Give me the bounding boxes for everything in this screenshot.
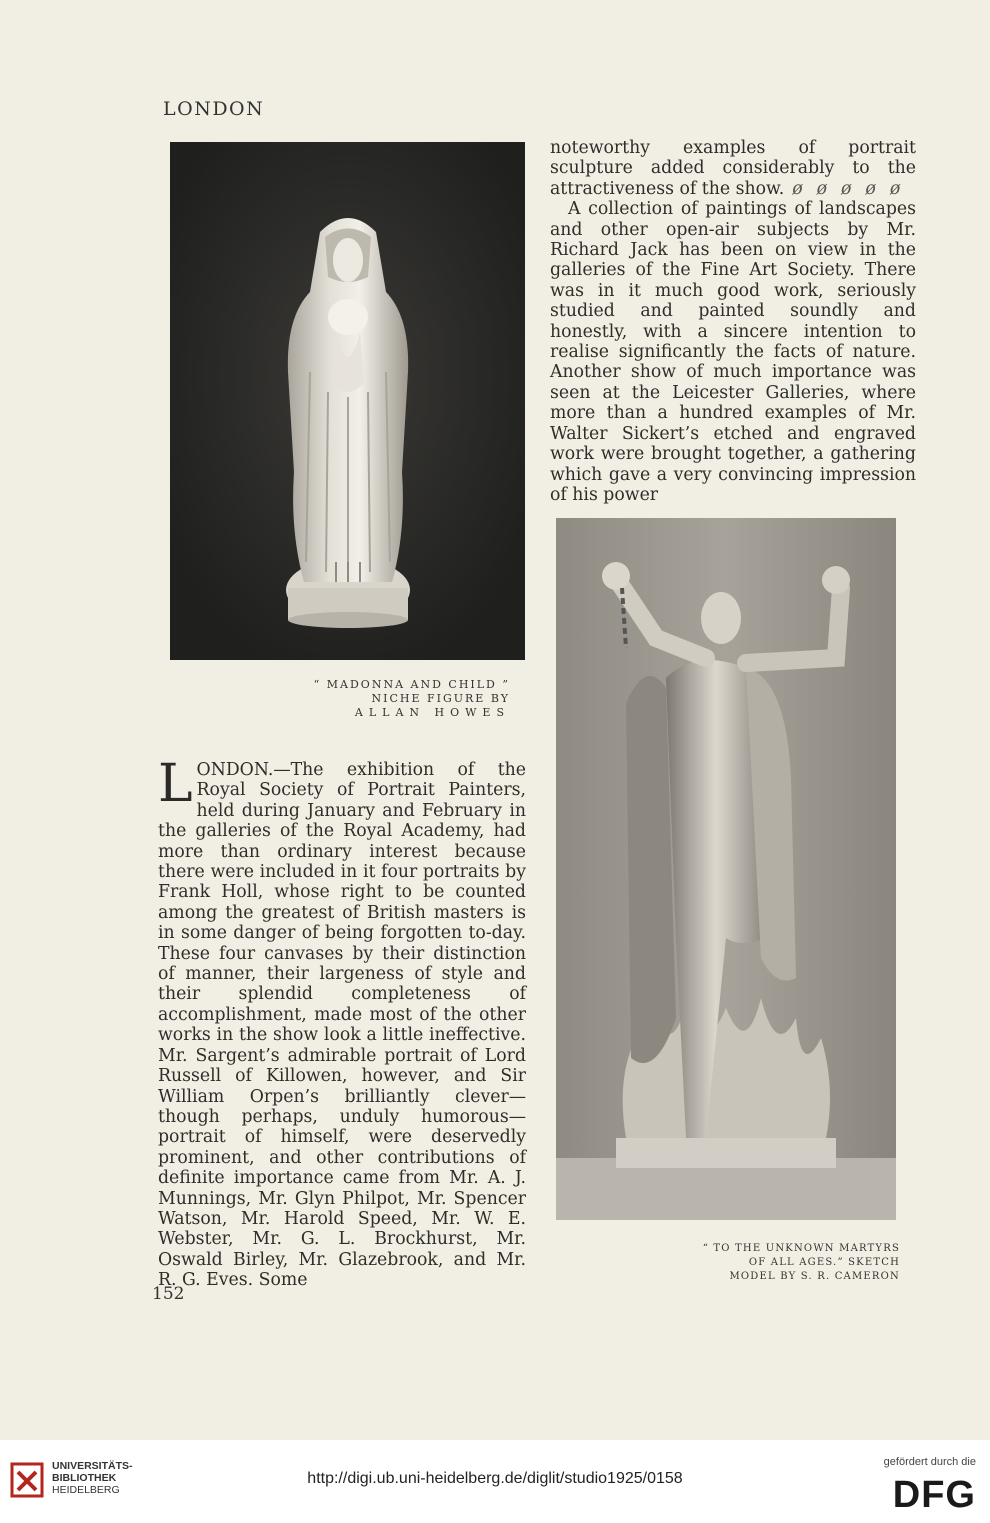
caption-line: ALLAN HOWES — [354, 706, 510, 719]
funded-by-label: gefördert durch die — [883, 1456, 976, 1468]
paragraph-text: ONDON.—The exhibition of the Royal Society of Portrait Painters, held during January and February in the galleries of the Royal Academy, had more than ordinary interest because there were included in it four portraits by Frank Holl, whose right to be counted among the greatest of British masters is in some danger of being forgotten to-day. These four canvases by their distinction of manner, their largeness of style and their splendid completeness of accomplishment, made most of the other works in the show look a little ineffective. Mr. Sargent’s admirable portrait of Lord Russell of Killowen, however, and Sir William Orpen’s brilliantly clever—though perhaps, unduly humorous—portrait of himself, were deservedly prominent, and other contributions of definite importance came from Mr. A. J. Munnings, Mr. Glyn Philpot, Mr. Spencer Watson, Mr. Harold Speed, Mr. W. E. Webster, Mr. G. L. Brockhurst, Mr. Oswald Birley, Mr. Glazebrook, and Mr. R. G. Eves. Some — [158, 760, 526, 1291]
paragraph — [158, 754, 526, 1291]
madonna-sculpture-photo — [170, 142, 525, 660]
caption-line: MODEL BY S. R. CAMERON — [729, 1271, 900, 1282]
caption-line: “ MADONNA AND CHILD ” — [313, 678, 510, 691]
madonna-sculpture-illustration — [170, 142, 525, 660]
martyrs-sculpture-illustration — [556, 518, 896, 1220]
left-column-text — [158, 754, 526, 1291]
library-name-line: BIBLIOTHEK — [52, 1472, 117, 1484]
paragraph: A collection of paintings of landscapes and other open-air subjects by Mr. Richard Jack has been on view in the galleries of the Fine Art Society. There was in it much good work, seriously studied and painted soundly and honestly, with a sincere intention to realise significantly the facts of nature. Another show of much importance was seen at the Leicester Galleries, where more than a hundred examples of Mr. Walter Sickert’s etched and engraved work were brought together, a gathering which gave a very convincing impression of his power — [550, 199, 916, 505]
caption-line: OF ALL AGES.” SKETCH — [748, 1257, 900, 1268]
paragraph-text: noteworthy examples of portrait sculpture added considerably to the attractiveness of the show. — [550, 138, 916, 199]
library-name-line: HEIDELBERG — [52, 1484, 120, 1496]
running-head: LONDON — [163, 98, 265, 120]
right-column-text — [550, 138, 916, 505]
martyrs-caption — [660, 1242, 900, 1284]
caption-line: NICHE FIGURE BY — [371, 692, 510, 705]
page-number: 152 — [152, 1284, 185, 1304]
paragraph — [550, 138, 916, 199]
madonna-caption — [300, 678, 510, 720]
ornament-icon: øøøøø — [792, 178, 915, 199]
drop-cap: L — [158, 754, 193, 814]
martyrs-sculpture-photo — [556, 518, 896, 1220]
caption-line: “ TO THE UNKNOWN MARTYRS — [702, 1243, 900, 1254]
permalink[interactable]: http://digi.ub.uni-heidelberg.de/diglit/studio1925/0158 — [307, 1470, 683, 1487]
dfg-logo: DFG — [892, 1474, 976, 1516]
library-name-line: UNIVERSITÄTS- — [52, 1460, 133, 1472]
